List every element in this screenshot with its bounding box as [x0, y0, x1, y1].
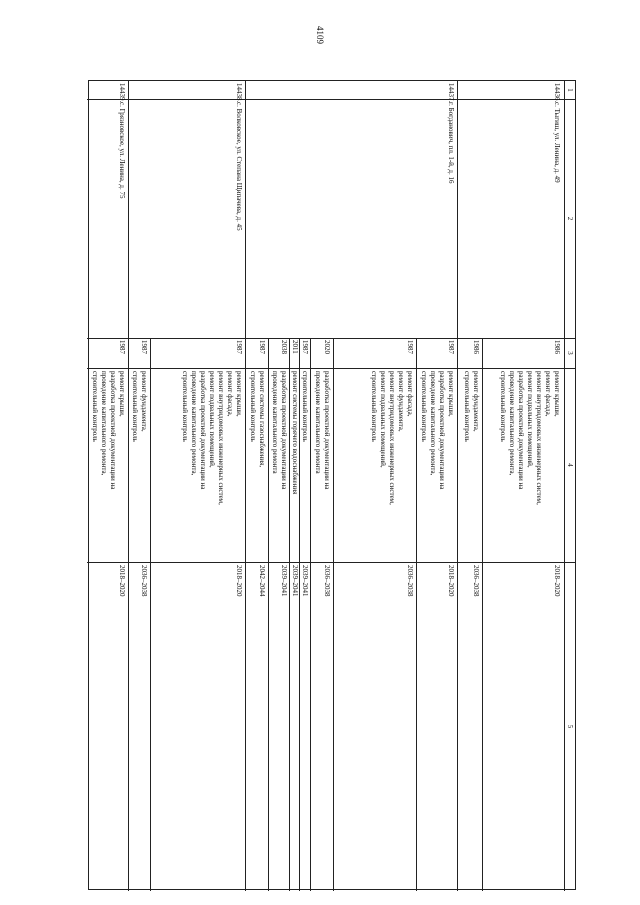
group-period: 2018–2020 [447, 565, 455, 597]
page-number: 4109 [315, 26, 325, 44]
header-col-5: 5 [566, 724, 574, 729]
work-line: ремонт крыши, [447, 371, 455, 417]
row-address: с. Волковское, ул. Степана Щипачева, д. 45 [235, 102, 243, 231]
group-period: 2018–2020 [553, 565, 561, 597]
work-line: строительный контроль [370, 371, 378, 442]
rotated-table-wrapper [88, 80, 576, 890]
header-col-2: 2 [566, 216, 574, 221]
work-line: строительный контроль [420, 371, 428, 442]
group-period: 2036–2038 [406, 565, 414, 597]
work-line: проведение капитального ремонта, [190, 371, 198, 476]
group-divider [333, 338, 334, 891]
group-divider [289, 338, 290, 891]
row-number: 14439. [118, 83, 126, 103]
work-line: ремонт крыши, [553, 371, 561, 417]
work-line: ремонт крыши, [235, 371, 243, 417]
work-line: ремонт внутридомовых инженерных систем, [535, 371, 543, 505]
work-line: ремонт подвальных помещений, [526, 371, 534, 468]
work-line: разработка проектной документации на [280, 371, 288, 490]
work-line: разработка проектной документации на [438, 371, 446, 490]
col-divider-2 [87, 338, 575, 339]
work-line: строительный контроль [301, 371, 309, 442]
work-line: ремонт крыши, [118, 371, 126, 417]
work-line: ремонт подвальных помещений, [379, 371, 387, 468]
row-address: с. Грязновское, ул. Ленина, д. 75 [118, 102, 126, 199]
work-line: проведение капитального ремонта, [100, 371, 108, 476]
header-col-1: 1 [566, 88, 574, 92]
group-year: 2011 [291, 340, 299, 354]
work-line: строительный контроль [91, 371, 99, 442]
header-col-4: 4 [566, 463, 574, 467]
group-period: 2042–2044 [258, 565, 266, 597]
group-period: 2039–2041 [280, 565, 288, 597]
work-line: проведение капитального ремонта [314, 371, 322, 474]
group-year: 1987 [258, 340, 266, 354]
work-line: проведение капитального ремонта [271, 371, 279, 474]
work-line: строительный контроль [131, 371, 139, 442]
group-year: 1987 [406, 340, 414, 354]
col-divider-4 [87, 562, 575, 563]
row-divider [128, 81, 129, 891]
row-number: 14438. [235, 83, 243, 103]
group-year: 2038 [280, 340, 288, 354]
group-year: 1987 [301, 340, 309, 354]
group-divider [150, 338, 151, 891]
group-year: 1987 [140, 340, 148, 354]
group-year: 1987 [235, 340, 243, 354]
group-year: 1987 [447, 340, 455, 354]
work-line: разработка проектной документации на [109, 371, 117, 490]
col-divider-1 [87, 99, 575, 100]
row-divider [245, 81, 246, 891]
work-line: строительный контроль [181, 371, 189, 442]
work-line: разработка проектной документации на [199, 371, 207, 490]
row-divider [457, 81, 458, 891]
col-divider-3 [87, 368, 575, 369]
work-line: строительный контроль [249, 371, 257, 442]
work-line: строительный контроль [463, 371, 471, 442]
work-line: ремонт фундамента, [140, 371, 148, 432]
group-divider [310, 338, 311, 891]
work-line: разработка проектной документации на [517, 371, 525, 490]
work-line: ремонт фундамента, [472, 371, 480, 432]
group-divider [482, 338, 483, 891]
group-period: 2018–2020 [118, 565, 126, 597]
header-col-3: 3 [566, 351, 574, 355]
row-address: г. Богданович, пл. 1-й, д. 16 [447, 102, 455, 184]
works-table [88, 80, 576, 890]
work-line: ремонт подвальных помещений, [208, 371, 216, 468]
header-divider [564, 81, 565, 891]
group-year: 1986 [553, 340, 561, 354]
group-year: 2020 [323, 340, 331, 354]
group-divider [268, 338, 269, 891]
work-line: ремонт фундамента, [397, 371, 405, 432]
group-period: 2039–2041 [291, 565, 299, 597]
work-line: ремонт фасада, [544, 371, 552, 417]
row-address: с. Тыгиш, ул. Ленина, д. 49 [553, 102, 561, 183]
group-divider [299, 338, 300, 891]
work-line: ремонт фасада, [226, 371, 234, 417]
group-period: 2039–2041 [301, 565, 309, 597]
work-line: ремонт системы газоснабжения, [258, 371, 266, 468]
work-line: проведение капитального ремонта, [508, 371, 516, 476]
group-year: 1986 [472, 340, 480, 354]
row-number: 14436. [553, 83, 561, 103]
row-number: 14437. [447, 83, 455, 103]
group-year: 1987 [118, 340, 126, 354]
work-line: ремонт внутридомовых инженерных систем, [217, 371, 225, 505]
group-divider [416, 338, 417, 891]
group-period: 2018–2020 [235, 565, 243, 597]
work-line: проведение капитального ремонта, [429, 371, 437, 476]
work-line: ремонт внутридомовых инженерных систем, [388, 371, 396, 505]
group-period: 2036–2038 [472, 565, 480, 597]
group-period: 2036–2038 [140, 565, 148, 597]
group-period: 2036–2038 [323, 565, 331, 597]
work-line: ремонт фасада, [406, 371, 414, 417]
work-line: ремонт системы горячего водоснабжения [291, 371, 299, 495]
work-line: разработка проектной документации на [323, 371, 331, 490]
work-line: строительный контроль [499, 371, 507, 442]
